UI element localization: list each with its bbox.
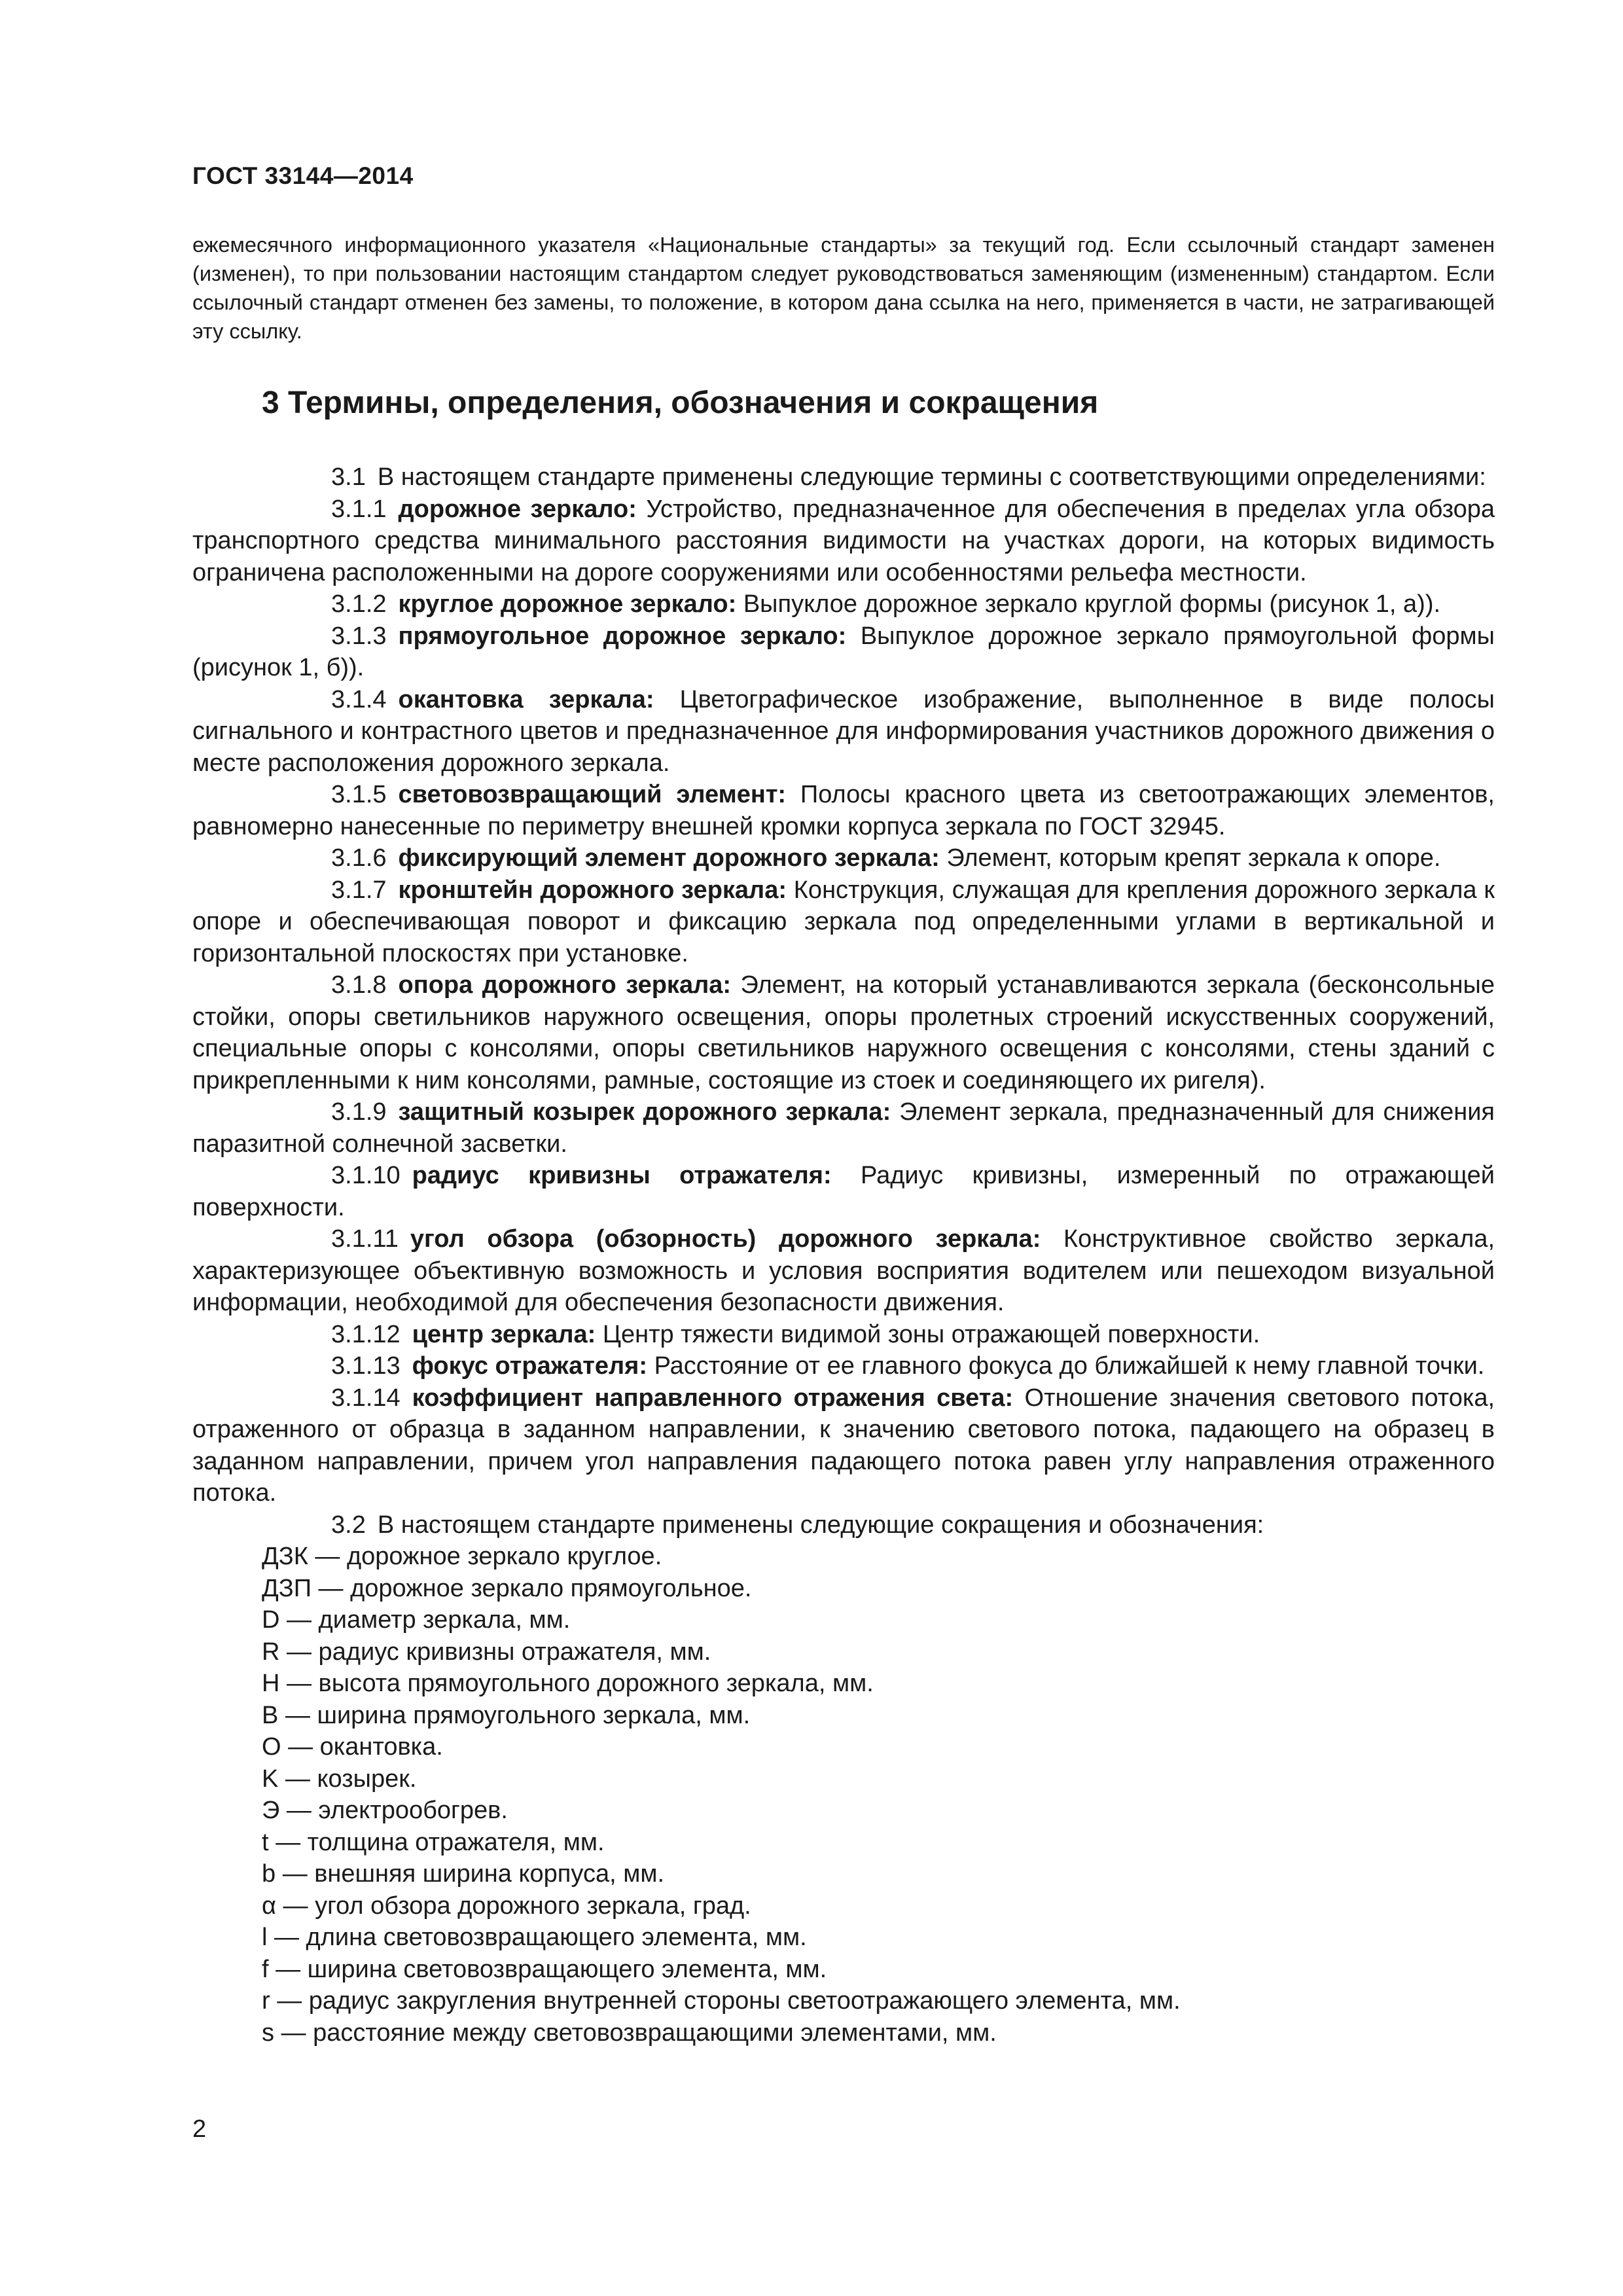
page-number: 2 <box>192 2115 207 2143</box>
term-name: центр зеркала: <box>412 1320 596 1348</box>
term-definition: Элемент зеркала, предназначенный для снижения паразитной солнечной засветки. <box>192 1098 1495 1158</box>
section-body <box>192 461 1495 2049</box>
term-definition: Цветографическое изображение, выполненное в виде полосы сигнального и контрастного цветов и предназначенное для информирования участников дорожного движения о месте расположения дорожного зеркала. <box>192 685 1495 777</box>
term-entry <box>192 493 1495 589</box>
term-number: 3.1.6 <box>331 844 387 872</box>
term-name: угол обзора (обзорность) дорожного зеркала: <box>410 1225 1041 1253</box>
term-definition: Устройство, предназначенное для обеспечения в пределах угла обзора транспортного средства минимального расстояния видимости на участках дороги, на которых видимость ограничена расположенными на дороге сооружениями или особенностями рельефа местности. <box>192 495 1495 586</box>
abbreviation-item: t — толщина отражателя, мм. <box>262 1828 605 1856</box>
term-number: 3.1.11 <box>331 1225 399 1253</box>
clause-3-1 <box>192 461 1495 493</box>
term-number: 3.1.10 <box>331 1162 401 1189</box>
term-entry <box>192 588 1495 620</box>
term-definition: Конструкция, служащая для крепления дорожного зеркала к опоре и обеспечивающая поворот и фиксацию зеркала под определенными углами в вертикальной и горизонтальной плоскостях при установке. <box>192 876 1495 967</box>
term-number: 3.1.2 <box>331 590 387 618</box>
term-name: фокус отражателя: <box>412 1352 647 1380</box>
term-number: 3.1.4 <box>331 685 387 713</box>
abbreviation-item: K — козырек. <box>262 1765 417 1793</box>
abbreviation-item: ДЗК — дорожное зеркало круглое. <box>262 1543 662 1570</box>
abbreviation-item: ДЗП — дорожное зеркало прямоугольное. <box>262 1574 752 1602</box>
term-number: 3.1.1 <box>331 495 387 523</box>
term-definition: Выпуклое дорожное зеркало прямоугольной формы (рисунок 1, б)). <box>192 622 1495 681</box>
term-number: 3.1.8 <box>331 971 387 999</box>
term-definition: Выпуклое дорожное зеркало круглой формы (рисунок 1, а)). <box>743 590 1441 618</box>
term-definition: Конструктивное свойство зеркала, характеризующее объективную возможность и условия восприятия водителем или пешеходом визуальной информации, необходимой для обеспечения безопасности движения. <box>192 1225 1495 1316</box>
abbreviation-item: R — радиус кривизны отражателя, мм. <box>262 1638 711 1666</box>
term-entry <box>192 874 1495 970</box>
term-entry <box>192 1223 1495 1319</box>
term-entry <box>192 1160 1495 1223</box>
abbreviation-item: O — окантовка. <box>262 1733 443 1761</box>
term-number: 3.1.13 <box>331 1352 401 1380</box>
term-entry <box>192 1382 1495 1509</box>
term-name: опора дорожного зеркала: <box>398 971 732 999</box>
intro-paragraph: ежемесячного информационного указателя «Национальные стандарты» за текущий год. Если ссылочный стандарт заменен (изменен), то при пользовании настоящим стандартом следует руководствоваться заменяющим (измененным) стандартом. Если ссылочный стандарт отменен без замены, то положение, в котором дана ссылка на него, применяется в части, не затрагивающей эту ссылку. <box>192 233 1495 343</box>
term-entry <box>192 1319 1495 1351</box>
abbreviation-item: H — высота прямоугольного дорожного зеркала, мм. <box>262 1670 874 1697</box>
term-number: 3.1.14 <box>331 1384 401 1412</box>
term-entry <box>192 1350 1495 1382</box>
term-entry <box>192 779 1495 842</box>
abbreviation-item: B — ширина прямоугольного зеркала, мм. <box>262 1701 751 1729</box>
term-name: прямоугольное дорожное зеркало: <box>398 622 847 650</box>
clause-number: 3.1 <box>331 463 366 491</box>
term-entry <box>192 684 1495 780</box>
term-definition: Полосы красного цвета из светоотражающих элементов, равномерно нанесенные по периметру внешней кромки корпуса зеркала по ГОСТ 32945. <box>192 781 1495 840</box>
term-definition: Элемент, которым крепят зеркала к опоре. <box>946 844 1441 872</box>
term-name: световозвращающий элемент: <box>398 781 787 808</box>
abbreviation-item: Э — электрообогрев. <box>262 1797 508 1824</box>
term-name: коэффициент направленного отражения света: <box>412 1384 1014 1412</box>
clause-text: В настоящем стандарте применены следующие сокращения и обозначения: <box>377 1511 1264 1539</box>
abbreviation-item: D — диаметр зеркала, мм. <box>262 1606 571 1634</box>
term-definition: Расстояние от ее главного фокуса до ближайшей к нему главной точки. <box>654 1352 1485 1380</box>
term-definition: Отношение значения светового потока, отраженного от образца в заданном направлении, к значению светового потока, падающего на образец в заданном направлении, причем угол направления падающего потока равен углу направления отраженного потока. <box>192 1384 1495 1507</box>
term-name: защитный козырек дорожного зеркала: <box>398 1098 891 1126</box>
term-number: 3.1.3 <box>331 622 387 650</box>
term-entry <box>192 1096 1495 1160</box>
document-code-header: ГОСТ 33144—2014 <box>192 162 414 189</box>
term-number: 3.1.9 <box>331 1098 387 1126</box>
term-number: 3.1.12 <box>331 1320 401 1348</box>
term-number: 3.1.7 <box>331 876 387 904</box>
clause-number: 3.2 <box>331 1511 366 1539</box>
section-heading: 3 Термины, определения, обозначения и сокращения <box>262 386 1099 420</box>
term-name: окантовка зеркала: <box>398 685 654 713</box>
term-definition: Радиус кривизны, измеренный по отражающей поверхности. <box>192 1162 1495 1221</box>
term-entry <box>192 620 1495 684</box>
term-entry <box>192 842 1495 874</box>
term-name: дорожное зеркало: <box>398 495 637 523</box>
term-name: радиус кривизны отражателя: <box>412 1162 832 1189</box>
term-name: круглое дорожное зеркало: <box>398 590 737 618</box>
abbreviation-item: f — ширина световозвращающего элемента, мм. <box>262 1955 827 1983</box>
term-name: кронштейн дорожного зеркала: <box>398 876 787 904</box>
abbreviation-item: r — радиус закругления внутренней стороны светоотражающего элемента, мм. <box>262 1987 1181 2015</box>
term-name: фиксирующий элемент дорожного зеркала: <box>398 844 940 872</box>
clause-3-2 <box>192 1509 1495 1541</box>
abbreviation-item: α — угол обзора дорожного зеркала, град. <box>262 1892 751 1920</box>
abbreviation-item: l — длина световозвращающего элемента, мм. <box>262 1924 807 1951</box>
clause-text: В настоящем стандарте применены следующие термины с соответствующими определениями: <box>377 463 1486 491</box>
abbreviation-item: b — внешняя ширина корпуса, мм. <box>262 1860 665 1888</box>
term-entry <box>192 969 1495 1096</box>
term-definition: Центр тяжести видимой зоны отражающей поверхности. <box>602 1320 1260 1348</box>
term-definition: Элемент, на который устанавливаются зеркала (бесконсольные стойки, опоры светильников наружного освещения, опоры пролетных строений искусственных сооружений, специальные опоры с консолями, опоры светильников наружного освещения с консолями, стены зданий с прикрепленными к ним консолями, рамные, состоящие из стоек и соединяющего их ригеля). <box>192 971 1495 1094</box>
term-number: 3.1.5 <box>331 781 387 808</box>
abbreviation-item: s — расстояние между световозвращающими элементами, мм. <box>262 2018 997 2047</box>
